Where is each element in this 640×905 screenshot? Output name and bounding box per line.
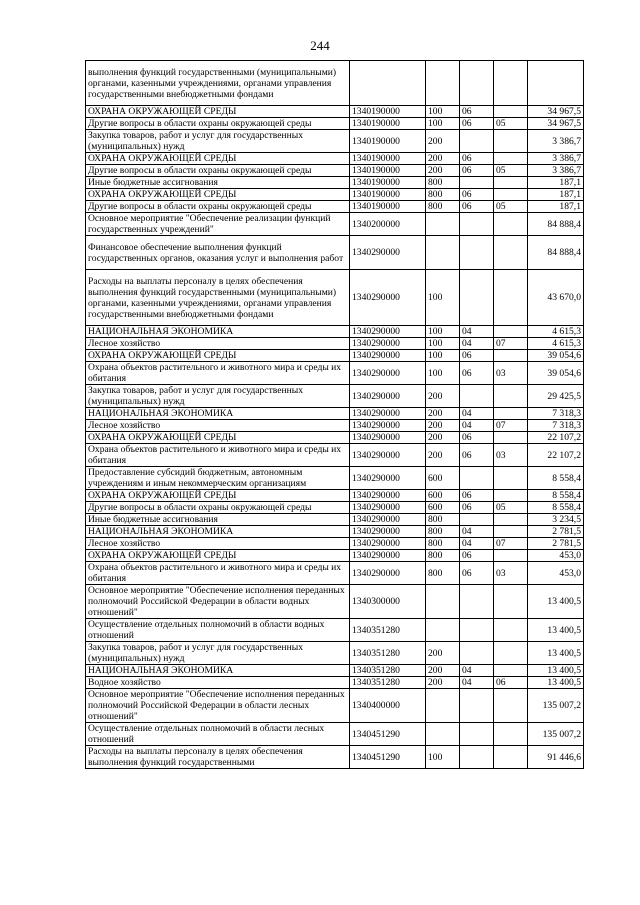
cell-section: 06 xyxy=(460,432,494,444)
cell-expense-type: 100 xyxy=(426,326,460,338)
cell-expense-type: 800 xyxy=(426,562,460,585)
cell-expense-type: 600 xyxy=(426,490,460,502)
cell-subsection xyxy=(494,270,528,326)
cell-amount: 2 781,5 xyxy=(528,526,584,538)
cell-subsection xyxy=(494,746,528,769)
cell-section: 06 xyxy=(460,106,494,118)
cell-section: 06 xyxy=(460,362,494,385)
cell-subsection: 05 xyxy=(494,201,528,213)
cell-target-code: 1340190000 xyxy=(350,189,426,201)
cell-expense-type xyxy=(426,585,460,619)
cell-target-code: 1340290000 xyxy=(350,362,426,385)
table-row xyxy=(86,432,584,444)
cell-name: Иные бюджетные ассигнования xyxy=(86,177,350,189)
cell-subsection: 07 xyxy=(494,338,528,350)
cell-amount: 8 558,4 xyxy=(528,502,584,514)
table-row xyxy=(86,189,584,201)
cell-amount: 13 400,5 xyxy=(528,677,584,689)
cell-subsection: 05 xyxy=(494,502,528,514)
table-row xyxy=(86,61,584,106)
cell-name: Расходы на выплаты персоналу в целях обеспечения выполнения функций государственными (муниципальными) органами, казенными учреждениями, органами управления государственными внебюджетными фондами xyxy=(86,270,350,326)
cell-subsection xyxy=(494,177,528,189)
table-row xyxy=(86,236,584,270)
cell-subsection xyxy=(494,213,528,236)
cell-subsection: 05 xyxy=(494,118,528,130)
cell-subsection xyxy=(494,385,528,408)
cell-name: Лесное хозяйство xyxy=(86,338,350,350)
table-row xyxy=(86,665,584,677)
cell-expense-type: 800 xyxy=(426,201,460,213)
table-row xyxy=(86,385,584,408)
cell-name: Закупка товаров, работ и услуг для государственных (муниципальных) нужд xyxy=(86,130,350,153)
cell-name: Лесное хозяйство xyxy=(86,538,350,550)
cell-target-code: 1340190000 xyxy=(350,201,426,213)
cell-target-code: 1340351280 xyxy=(350,642,426,665)
cell-amount: 135 007,2 xyxy=(528,723,584,746)
cell-expense-type xyxy=(426,61,460,106)
cell-subsection xyxy=(494,665,528,677)
cell-amount: 84 888,4 xyxy=(528,236,584,270)
table-row xyxy=(86,444,584,467)
table-row xyxy=(86,619,584,642)
cell-expense-type: 100 xyxy=(426,746,460,769)
cell-expense-type: 800 xyxy=(426,550,460,562)
cell-target-code: 1340190000 xyxy=(350,153,426,165)
cell-amount: 4 615,3 xyxy=(528,338,584,350)
cell-amount: 13 400,5 xyxy=(528,619,584,642)
cell-expense-type: 200 xyxy=(426,130,460,153)
cell-name: Расходы на выплаты персоналу в целях обеспечения выполнения функций государственными xyxy=(86,746,350,769)
cell-amount: 22 107,2 xyxy=(528,432,584,444)
cell-target-code: 1340190000 xyxy=(350,177,426,189)
cell-amount: 13 400,5 xyxy=(528,665,584,677)
cell-subsection xyxy=(494,189,528,201)
cell-expense-type: 800 xyxy=(426,514,460,526)
cell-subsection: 07 xyxy=(494,420,528,432)
cell-target-code: 1340290000 xyxy=(350,562,426,585)
cell-name: Охрана объектов растительного и животного мира и среды их обитания xyxy=(86,562,350,585)
cell-expense-type xyxy=(426,213,460,236)
cell-subsection: 05 xyxy=(494,165,528,177)
cell-name: Водное хозяйство xyxy=(86,677,350,689)
cell-amount: 3 234,5 xyxy=(528,514,584,526)
cell-subsection xyxy=(494,326,528,338)
budget-table-body xyxy=(86,61,584,769)
cell-amount: 453,0 xyxy=(528,562,584,585)
cell-subsection xyxy=(494,61,528,106)
cell-expense-type: 800 xyxy=(426,526,460,538)
cell-amount: 7 318,3 xyxy=(528,408,584,420)
cell-target-code: 1340400000 xyxy=(350,689,426,723)
cell-target-code: 1340290000 xyxy=(350,270,426,326)
cell-section: 04 xyxy=(460,677,494,689)
cell-section: 04 xyxy=(460,665,494,677)
table-row xyxy=(86,502,584,514)
cell-name: Основное мероприятие "Обеспечение исполнения переданных полномочий Российской Федерации в области водных отношений" xyxy=(86,585,350,619)
cell-expense-type: 200 xyxy=(426,420,460,432)
cell-amount: 135 007,2 xyxy=(528,689,584,723)
cell-subsection xyxy=(494,642,528,665)
cell-subsection xyxy=(494,432,528,444)
cell-name: Другие вопросы в области охраны окружающей среды xyxy=(86,165,350,177)
cell-amount: 84 888,4 xyxy=(528,213,584,236)
cell-subsection xyxy=(494,350,528,362)
cell-expense-type xyxy=(426,689,460,723)
cell-expense-type: 200 xyxy=(426,444,460,467)
budget-table xyxy=(85,60,584,769)
cell-target-code: 1340290000 xyxy=(350,385,426,408)
cell-amount: 43 670,0 xyxy=(528,270,584,326)
cell-section xyxy=(460,61,494,106)
cell-expense-type xyxy=(426,619,460,642)
cell-section xyxy=(460,236,494,270)
cell-amount: 187,1 xyxy=(528,177,584,189)
cell-subsection: 03 xyxy=(494,362,528,385)
cell-name: выполнения функций государственными (муниципальными) органами, казенными учреждениями, органами управления государственными внебюджетными фондами xyxy=(86,61,350,106)
cell-target-code: 1340190000 xyxy=(350,106,426,118)
table-row xyxy=(86,201,584,213)
table-row xyxy=(86,177,584,189)
table-row xyxy=(86,408,584,420)
cell-name: Осуществление отдельных полномочий в области лесных отношений xyxy=(86,723,350,746)
cell-amount: 453,0 xyxy=(528,550,584,562)
table-row xyxy=(86,490,584,502)
cell-expense-type xyxy=(426,236,460,270)
table-row xyxy=(86,118,584,130)
table-row xyxy=(86,350,584,362)
cell-section: 04 xyxy=(460,526,494,538)
cell-name: Охрана объектов растительного и животного мира и среды их обитания xyxy=(86,362,350,385)
cell-section: 04 xyxy=(460,326,494,338)
cell-subsection: 03 xyxy=(494,444,528,467)
cell-amount: 187,1 xyxy=(528,201,584,213)
cell-expense-type: 600 xyxy=(426,502,460,514)
cell-name: Иные бюджетные ассигнования xyxy=(86,514,350,526)
table-row xyxy=(86,550,584,562)
cell-subsection xyxy=(494,153,528,165)
cell-subsection xyxy=(494,106,528,118)
cell-target-code: 1340290000 xyxy=(350,467,426,490)
cell-amount xyxy=(528,61,584,106)
cell-expense-type: 200 xyxy=(426,165,460,177)
cell-target-code: 1340200000 xyxy=(350,213,426,236)
cell-section: 04 xyxy=(460,338,494,350)
cell-amount: 7 318,3 xyxy=(528,420,584,432)
table-row xyxy=(86,723,584,746)
cell-amount: 187,1 xyxy=(528,189,584,201)
cell-expense-type: 600 xyxy=(426,467,460,490)
cell-target-code: 1340290000 xyxy=(350,408,426,420)
cell-amount: 22 107,2 xyxy=(528,444,584,467)
table-row xyxy=(86,270,584,326)
cell-section: 06 xyxy=(460,118,494,130)
cell-target-code: 1340451290 xyxy=(350,723,426,746)
cell-expense-type: 200 xyxy=(426,385,460,408)
cell-amount: 39 054,6 xyxy=(528,350,584,362)
cell-name: ОХРАНА ОКРУЖАЮЩЕЙ СРЕДЫ xyxy=(86,106,350,118)
cell-section xyxy=(460,270,494,326)
cell-section xyxy=(460,385,494,408)
cell-amount: 8 558,4 xyxy=(528,467,584,490)
cell-section xyxy=(460,689,494,723)
cell-name: Другие вопросы в области охраны окружающей среды xyxy=(86,502,350,514)
table-row xyxy=(86,585,584,619)
cell-subsection xyxy=(494,514,528,526)
cell-target-code: 1340190000 xyxy=(350,165,426,177)
cell-expense-type: 100 xyxy=(426,270,460,326)
cell-name: Осуществление отдельных полномочий в области водных отношений xyxy=(86,619,350,642)
cell-name: Другие вопросы в области охраны окружающей среды xyxy=(86,201,350,213)
cell-section xyxy=(460,746,494,769)
cell-name: ОХРАНА ОКРУЖАЮЩЕЙ СРЕДЫ xyxy=(86,153,350,165)
cell-name: Лесное хозяйство xyxy=(86,420,350,432)
cell-target-code: 1340290000 xyxy=(350,526,426,538)
cell-name: Основное мероприятие "Обеспечение исполнения переданных полномочий Российской Федерации в области лесных отношений" xyxy=(86,689,350,723)
page-number: 244 xyxy=(310,38,330,53)
cell-name: ОХРАНА ОКРУЖАЮЩЕЙ СРЕДЫ xyxy=(86,350,350,362)
cell-subsection xyxy=(494,236,528,270)
cell-target-code: 1340290000 xyxy=(350,550,426,562)
cell-expense-type: 200 xyxy=(426,408,460,420)
cell-name: ОХРАНА ОКРУЖАЮЩЕЙ СРЕДЫ xyxy=(86,189,350,201)
cell-section: 06 xyxy=(460,490,494,502)
cell-target-code: 1340290000 xyxy=(350,432,426,444)
cell-section: 06 xyxy=(460,550,494,562)
cell-amount: 91 446,6 xyxy=(528,746,584,769)
cell-target-code: 1340290000 xyxy=(350,514,426,526)
cell-name: Охрана объектов растительного и животного мира и среды их обитания xyxy=(86,444,350,467)
table-row xyxy=(86,338,584,350)
cell-expense-type: 800 xyxy=(426,189,460,201)
cell-name: НАЦИОНАЛЬНАЯ ЭКОНОМИКА xyxy=(86,326,350,338)
cell-subsection xyxy=(494,467,528,490)
cell-target-code: 1340190000 xyxy=(350,130,426,153)
cell-target-code: 1340290000 xyxy=(350,236,426,270)
cell-section xyxy=(460,130,494,153)
cell-amount: 3 386,7 xyxy=(528,165,584,177)
cell-amount: 2 781,5 xyxy=(528,538,584,550)
table-row xyxy=(86,538,584,550)
cell-expense-type: 200 xyxy=(426,665,460,677)
cell-section xyxy=(460,619,494,642)
cell-target-code: 1340290000 xyxy=(350,350,426,362)
cell-amount: 4 615,3 xyxy=(528,326,584,338)
cell-section: 06 xyxy=(460,165,494,177)
cell-name: Финансовое обеспечение выполнения функций государственных органов, оказания услуг и выполнения работ xyxy=(86,236,350,270)
cell-name: Другие вопросы в области охраны окружающей среды xyxy=(86,118,350,130)
cell-section xyxy=(460,177,494,189)
cell-amount: 13 400,5 xyxy=(528,585,584,619)
cell-expense-type: 800 xyxy=(426,177,460,189)
cell-subsection xyxy=(494,408,528,420)
cell-subsection xyxy=(494,723,528,746)
cell-section: 04 xyxy=(460,538,494,550)
cell-target-code: 1340300000 xyxy=(350,585,426,619)
cell-target-code: 1340351280 xyxy=(350,619,426,642)
cell-amount: 34 967,5 xyxy=(528,106,584,118)
cell-expense-type: 200 xyxy=(426,677,460,689)
cell-expense-type: 200 xyxy=(426,153,460,165)
cell-amount: 3 386,7 xyxy=(528,130,584,153)
cell-amount: 3 386,7 xyxy=(528,153,584,165)
cell-target-code: 1340190000 xyxy=(350,118,426,130)
cell-name: Предоставление субсидий бюджетным, автономным учреждениям и иным некоммерческим организациям xyxy=(86,467,350,490)
cell-amount: 29 425,5 xyxy=(528,385,584,408)
cell-target-code: 1340290000 xyxy=(350,502,426,514)
cell-expense-type xyxy=(426,723,460,746)
cell-target-code: 1340290000 xyxy=(350,538,426,550)
cell-target-code: 1340451290 xyxy=(350,746,426,769)
cell-expense-type: 100 xyxy=(426,338,460,350)
table-row xyxy=(86,514,584,526)
table-row xyxy=(86,677,584,689)
cell-subsection: 06 xyxy=(494,677,528,689)
table-row xyxy=(86,106,584,118)
cell-target-code: 1340351280 xyxy=(350,677,426,689)
cell-expense-type: 100 xyxy=(426,362,460,385)
table-row xyxy=(86,153,584,165)
cell-expense-type: 200 xyxy=(426,642,460,665)
cell-amount: 34 967,5 xyxy=(528,118,584,130)
cell-name: ОХРАНА ОКРУЖАЮЩЕЙ СРЕДЫ xyxy=(86,550,350,562)
table-row xyxy=(86,562,584,585)
cell-target-code: 1340351280 xyxy=(350,665,426,677)
cell-target-code: 1340290000 xyxy=(350,444,426,467)
cell-subsection: 03 xyxy=(494,562,528,585)
cell-section xyxy=(460,213,494,236)
table-row xyxy=(86,642,584,665)
cell-section: 04 xyxy=(460,408,494,420)
table-row xyxy=(86,689,584,723)
cell-section xyxy=(460,585,494,619)
cell-section xyxy=(460,723,494,746)
table-row xyxy=(86,213,584,236)
cell-amount: 13 400,5 xyxy=(528,642,584,665)
cell-expense-type: 800 xyxy=(426,538,460,550)
cell-section: 06 xyxy=(460,153,494,165)
cell-section: 06 xyxy=(460,502,494,514)
cell-section xyxy=(460,467,494,490)
cell-target-code: 1340290000 xyxy=(350,490,426,502)
cell-subsection xyxy=(494,689,528,723)
cell-section xyxy=(460,514,494,526)
cell-subsection xyxy=(494,619,528,642)
table-row xyxy=(86,165,584,177)
table-row xyxy=(86,420,584,432)
cell-subsection xyxy=(494,585,528,619)
cell-name: Закупка товаров, работ и услуг для государственных (муниципальных) нужд xyxy=(86,385,350,408)
cell-name: НАЦИОНАЛЬНАЯ ЭКОНОМИКА xyxy=(86,526,350,538)
cell-amount: 39 054,6 xyxy=(528,362,584,385)
table-row xyxy=(86,746,584,769)
cell-section xyxy=(460,642,494,665)
table-row xyxy=(86,467,584,490)
cell-subsection: 07 xyxy=(494,538,528,550)
cell-subsection xyxy=(494,550,528,562)
cell-subsection xyxy=(494,490,528,502)
cell-target-code xyxy=(350,61,426,106)
cell-name: НАЦИОНАЛЬНАЯ ЭКОНОМИКА xyxy=(86,665,350,677)
table-row xyxy=(86,130,584,153)
cell-target-code: 1340290000 xyxy=(350,338,426,350)
cell-name: Закупка товаров, работ и услуг для государственных (муниципальных) нужд xyxy=(86,642,350,665)
cell-target-code: 1340290000 xyxy=(350,326,426,338)
cell-section: 06 xyxy=(460,444,494,467)
table-row xyxy=(86,526,584,538)
cell-name: Основное мероприятие "Обеспечение реализации функций государственных учреждений" xyxy=(86,213,350,236)
cell-target-code: 1340290000 xyxy=(350,420,426,432)
cell-name: ОХРАНА ОКРУЖАЮЩЕЙ СРЕДЫ xyxy=(86,432,350,444)
table-row xyxy=(86,326,584,338)
cell-section: 06 xyxy=(460,562,494,585)
cell-section: 06 xyxy=(460,201,494,213)
cell-amount: 8 558,4 xyxy=(528,490,584,502)
cell-expense-type: 100 xyxy=(426,350,460,362)
table-row xyxy=(86,362,584,385)
cell-section: 04 xyxy=(460,420,494,432)
cell-section: 06 xyxy=(460,189,494,201)
cell-subsection xyxy=(494,526,528,538)
cell-name: ОХРАНА ОКРУЖАЮЩЕЙ СРЕДЫ xyxy=(86,490,350,502)
cell-name: НАЦИОНАЛЬНАЯ ЭКОНОМИКА xyxy=(86,408,350,420)
cell-subsection xyxy=(494,130,528,153)
cell-section: 06 xyxy=(460,350,494,362)
cell-expense-type: 100 xyxy=(426,106,460,118)
cell-expense-type: 200 xyxy=(426,432,460,444)
cell-expense-type: 100 xyxy=(426,118,460,130)
